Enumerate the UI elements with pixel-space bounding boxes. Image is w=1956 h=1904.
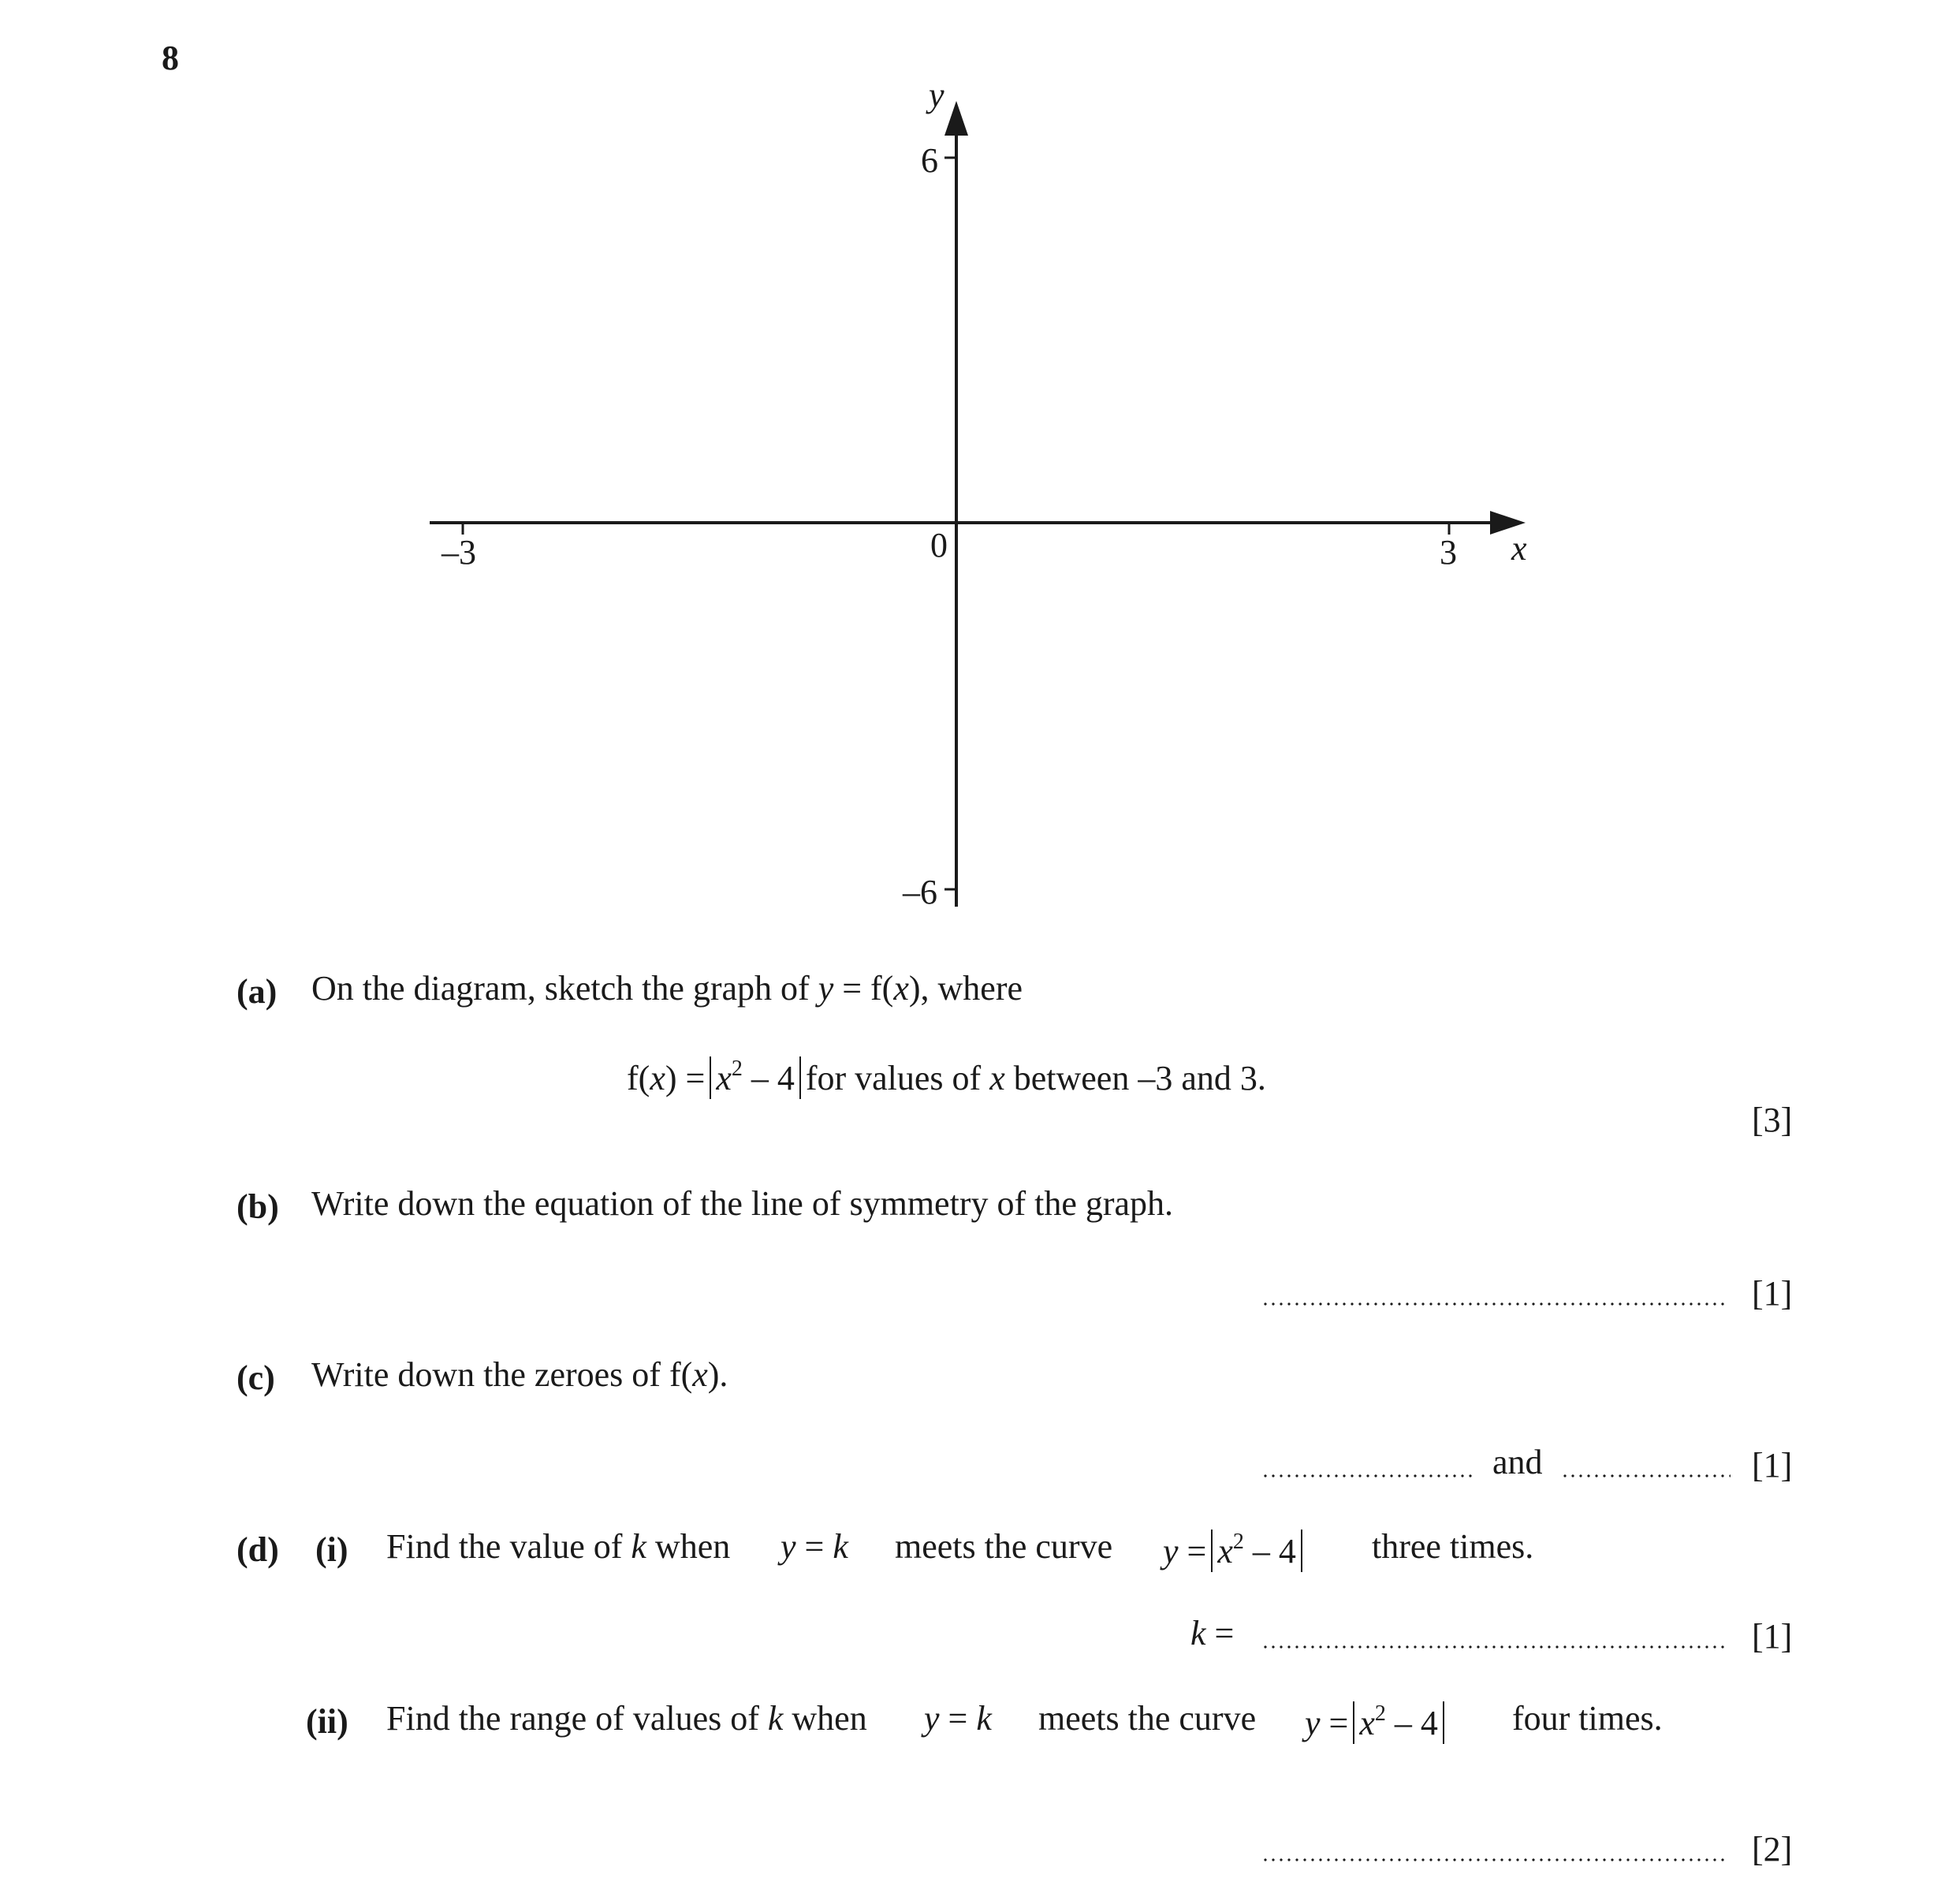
y-tick-label-6: 6 — [921, 141, 938, 180]
d-i-line-k: k — [833, 1527, 848, 1566]
x-axis-label: x — [1511, 529, 1527, 568]
part-c-label: (c) — [237, 1358, 275, 1397]
d-ii-abs-exp: 2 — [1374, 1701, 1386, 1726]
part-d-i-answer-label — [1190, 1616, 1234, 1651]
part-d-ii-text — [386, 1701, 867, 1736]
part-c-x: x — [692, 1355, 708, 1394]
part-a-y: y — [818, 969, 834, 1008]
part-d-ii-answer-line[interactable] — [1261, 1858, 1727, 1861]
d-ii-abs-right — [1443, 1701, 1444, 1744]
part-a-label: (a) — [237, 972, 278, 1011]
y-axis-label: y — [929, 76, 944, 114]
question-number: 8 — [162, 39, 179, 77]
y-axis-arrow — [944, 101, 968, 136]
formula-x: x — [650, 1059, 665, 1097]
d-i-answer-k: k — [1190, 1614, 1206, 1652]
d-ii-line-y: y — [924, 1699, 940, 1738]
part-c-answer-line-1[interactable] — [1261, 1474, 1474, 1477]
part-a-marks: [3] — [1752, 1101, 1793, 1139]
part-b-label: (b) — [237, 1187, 279, 1226]
abs-exp: 2 — [731, 1056, 743, 1081]
part-c-marks: [1] — [1752, 1446, 1793, 1485]
part-c-text-before: Write down the zeroes of f( — [311, 1355, 693, 1394]
d-i-line-eq: = — [795, 1527, 833, 1566]
d-i-curve-y: y — [1163, 1532, 1179, 1571]
d-ii-line-k: k — [976, 1699, 992, 1738]
x-tick-label-neg3: –3 — [441, 533, 476, 572]
formula-tail-x: x — [989, 1059, 1005, 1097]
formula-eq: ) = — [665, 1059, 706, 1097]
d-i-abs-exp: 2 — [1232, 1530, 1244, 1554]
formula-tail-1: for values of — [805, 1059, 990, 1097]
part-d-ii-tail: four times. — [1512, 1699, 1663, 1738]
d-ii-abs-rest: – 4 — [1385, 1704, 1438, 1742]
part-d-ii-curve — [1305, 1701, 1449, 1744]
abs-x: x — [716, 1059, 732, 1097]
part-a-instruction — [311, 971, 1023, 1006]
abs-bar-left — [710, 1056, 711, 1099]
d-ii-curve-y: y — [1305, 1704, 1321, 1742]
y-tick-label-neg6: –6 — [903, 873, 937, 911]
part-d-i-answer-line[interactable] — [1261, 1645, 1727, 1649]
part-a-eq: = f( — [833, 969, 894, 1008]
d-ii-line-eq: = — [939, 1699, 977, 1738]
d-i-text-when: when — [646, 1527, 731, 1566]
d-i-abs-left — [1211, 1530, 1213, 1572]
part-a-formula — [627, 1056, 1266, 1099]
abs-bar-right — [799, 1056, 801, 1099]
part-d-i-meets: meets the curve — [895, 1527, 1113, 1566]
part-d-i-line-eq — [781, 1527, 848, 1566]
d-ii-k: k — [767, 1699, 784, 1738]
abs-rest: – 4 — [742, 1059, 795, 1097]
formula-f: f( — [627, 1059, 650, 1097]
origin-label: 0 — [930, 526, 948, 564]
d-i-abs-right — [1301, 1530, 1302, 1572]
part-a-x: x — [893, 969, 909, 1008]
formula-tail-2: between –3 and 3. — [1004, 1059, 1266, 1097]
part-a-text-before: On the diagram, sketch the graph of — [311, 969, 818, 1008]
part-c-text-after: ). — [707, 1355, 728, 1394]
part-d-ii-line-eq — [924, 1701, 992, 1736]
part-b-text: Write down the equation of the line of symmetry of the graph. — [311, 1184, 1174, 1223]
d-ii-text-before: Find the range of values of — [386, 1699, 768, 1738]
part-b-marks: [1] — [1752, 1274, 1793, 1313]
d-i-curve-eq: = — [1178, 1532, 1207, 1571]
part-d-i-tail: three times. — [1372, 1527, 1534, 1566]
part-c-and: and — [1492, 1443, 1543, 1481]
axes-diagram — [0, 0, 1956, 946]
d-ii-abs-left — [1353, 1701, 1354, 1744]
d-i-line-y: y — [781, 1527, 796, 1566]
d-ii-text-when: when — [783, 1699, 867, 1738]
part-d-i-label: (i) — [315, 1530, 348, 1569]
part-d-i-text — [386, 1527, 731, 1566]
d-i-k: k — [631, 1527, 646, 1566]
part-b-answer-line[interactable] — [1261, 1302, 1727, 1306]
d-i-abs-rest: – 4 — [1243, 1532, 1296, 1571]
part-d-ii-label: (ii) — [306, 1702, 348, 1741]
part-d-label: (d) — [237, 1530, 279, 1569]
part-d-i-curve — [1163, 1530, 1307, 1572]
part-c-text — [311, 1355, 728, 1394]
part-d-ii-marks: [2] — [1752, 1830, 1793, 1869]
d-ii-curve-eq: = — [1320, 1704, 1349, 1742]
part-d-i-marks: [1] — [1752, 1617, 1793, 1656]
part-d-ii-meets: meets the curve — [1038, 1699, 1257, 1738]
part-a-text-after: ), where — [908, 969, 1023, 1008]
part-c-answer-line-2[interactable] — [1561, 1474, 1731, 1477]
x-tick-label-3: 3 — [1440, 533, 1457, 572]
d-i-abs-x: x — [1217, 1532, 1233, 1571]
d-ii-abs-x: x — [1359, 1704, 1375, 1742]
d-i-answer-eq: = — [1205, 1614, 1235, 1652]
d-i-text-before: Find the value of — [386, 1527, 632, 1566]
